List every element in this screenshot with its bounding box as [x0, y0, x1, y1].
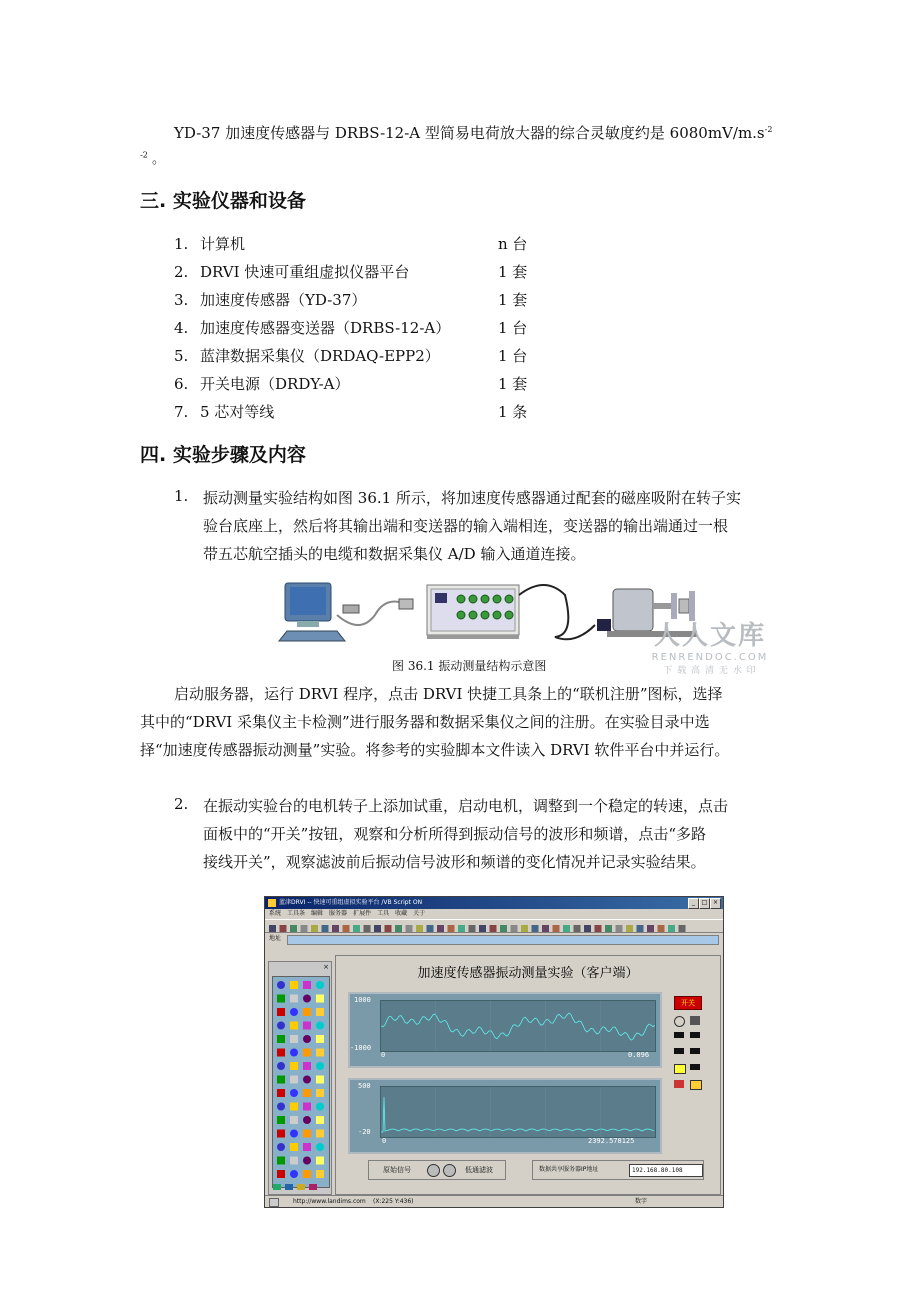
palette-shape-icon: [316, 1062, 324, 1070]
scope1-ymax: 1000: [354, 996, 371, 1004]
toolbar-icon: [521, 925, 528, 932]
toolbar-icon: [448, 925, 455, 932]
led-icon[interactable]: [690, 1064, 700, 1070]
palette-shape-icon: [290, 1049, 298, 1057]
scope1-xmax: 0.096: [628, 1051, 650, 1059]
display-icon[interactable]: [690, 1080, 702, 1090]
palette-shape-icon: [316, 1089, 324, 1097]
palette-shape-icon: [290, 1143, 298, 1151]
toolbar: [265, 919, 723, 933]
switch-button[interactable]: 开关: [674, 996, 702, 1010]
status-mode: 数字: [635, 1198, 648, 1205]
figure-caption: 图 36.1 振动测量结构示意图: [392, 659, 547, 673]
palette-shape-icon: [303, 1062, 311, 1070]
palette-shape-icon: [277, 1143, 285, 1151]
led-icon[interactable]: [674, 1048, 684, 1054]
maximize-icon[interactable]: □: [699, 898, 710, 909]
palette-shape-icon: [303, 1022, 311, 1030]
palette-shape-icon: [290, 1157, 298, 1165]
toolbar-icon: [647, 925, 654, 932]
palette-shape-icon: [303, 1130, 311, 1138]
palette-shape-icon: [316, 995, 324, 1003]
window-title: 蓝津DRVI -- 快速可重组虚拟实验平台 /VB Script ON: [279, 899, 423, 906]
palette-shape-icon: [303, 1049, 311, 1057]
toolbar-icon: [500, 925, 507, 932]
led-icon[interactable]: [690, 1048, 700, 1054]
scope2-ymax: 500: [358, 1082, 371, 1090]
equipment-quantity: 1 台: [498, 319, 528, 337]
server-ip-input[interactable]: 192.168.80.108: [629, 1164, 703, 1177]
equipment-name: DRVI 快速可重组虚拟仪器平台: [200, 263, 410, 281]
toolbar-icon: [616, 925, 623, 932]
toolbar-icon: [584, 925, 591, 932]
page-icon: [269, 1198, 279, 1207]
palette-shape-icon: [290, 1103, 298, 1111]
waveform-line: [381, 1013, 655, 1040]
toolbar-icon: [437, 925, 444, 932]
step2-text: [203, 792, 783, 876]
palette-shape-icon: [290, 1076, 298, 1084]
toolbar-icon: [353, 925, 360, 932]
toolbar-icon: [332, 925, 339, 932]
minimize-icon[interactable]: _: [688, 898, 699, 909]
palette-shape-icon: [303, 1103, 311, 1111]
toolbar-icon: [532, 925, 539, 932]
raw-signal-knob[interactable]: [427, 1164, 440, 1177]
step1-line: 振动测量实验结构如图 36.1 所示，将加速度传感器通过配套的磁座吸附在转子实: [203, 489, 741, 507]
address-input[interactable]: [287, 935, 719, 945]
palette-shape-icon: [303, 1116, 311, 1124]
shape-palette: [268, 961, 332, 1195]
palette-shape-icon: [303, 1035, 311, 1043]
toolbar-icon: [605, 925, 612, 932]
spectrum-trace: [381, 1087, 655, 1137]
watermark-en: RENRENDOC.COM: [651, 652, 769, 663]
equipment-name: 开关电源（DRDY-A）: [200, 375, 350, 393]
watermark-cn: 人人文库: [653, 621, 766, 651]
scope2-ymin: -20: [358, 1128, 371, 1136]
palette-shape-icon: [290, 1130, 298, 1138]
palette-shape-icon: [290, 1022, 298, 1030]
intro-exponent: -2: [764, 125, 773, 134]
server-paragraph: [140, 680, 780, 764]
equipment-number: 6.: [174, 375, 189, 393]
chart-icon[interactable]: [674, 1080, 684, 1088]
toolbar-icon: [374, 925, 381, 932]
scope2-xmax: 2392.578125: [588, 1137, 635, 1145]
menu-item[interactable]: 收藏: [395, 910, 408, 917]
palette-shape-icon: [303, 981, 311, 989]
palette-shape-icon: [316, 1076, 324, 1084]
palette-close-icon[interactable]: ×: [323, 963, 329, 971]
drvi-screenshot: [264, 896, 724, 1208]
toolbar-icon: [490, 925, 497, 932]
intro-text: YD-37 加速度传感器与 DRBS-12-A 型简易电荷放大器的综合灵敏度约是 6080mV/m.s: [174, 124, 765, 142]
equipment-name: 加速度传感器变送器（DRBS-12-A）: [200, 319, 451, 337]
toolbar-icon: [311, 925, 318, 932]
equipment-quantity: 1 套: [498, 263, 528, 281]
palette-shape-icon: [290, 981, 298, 989]
menu-item[interactable]: 扩展件: [353, 910, 372, 917]
equipment-name: 5 芯对等线: [200, 403, 275, 421]
address-label: 地址: [269, 935, 282, 942]
intro-continuation: [140, 148, 165, 167]
menu-item[interactable]: 工具条: [287, 910, 306, 917]
waveform-trace: [381, 1001, 655, 1051]
palette-shape-icon: [277, 1103, 285, 1111]
step2-line: 接线开关”，观察滤波前后振动信号波形和频谱的变化情况并记录实验结果。: [203, 853, 706, 871]
toolbar-icon: [322, 925, 329, 932]
status-bar: [265, 1195, 723, 1207]
equipment-number: 5.: [174, 347, 189, 365]
waveform-scope: [348, 992, 662, 1068]
step2-line: 面板中的“开关”按钮，观察和分析所得到振动信号的波形和频谱，点击“多路: [203, 825, 707, 843]
menu-bar: [265, 909, 723, 919]
toolbar-icon: [427, 925, 434, 932]
palette-shape-icon: [277, 1170, 285, 1178]
scope1-ymin: -1000: [350, 1044, 372, 1052]
equipment-number: 4.: [174, 319, 189, 337]
toolbar-icon: [406, 925, 413, 932]
menu-item[interactable]: 服务器: [329, 910, 348, 917]
paragraph-line: 其中的“DRVI 采集仪主卡检测”进行服务器和数据采集仪之间的注册。在实验目录中选: [140, 713, 710, 731]
equipment-item: [174, 342, 554, 370]
palette-shape-icon: [277, 981, 285, 989]
palette-shape-icon: [316, 1022, 324, 1030]
palette-shape-icon: [303, 1170, 311, 1178]
lowpass-label: 低通滤波: [465, 1166, 493, 1174]
window-titlebar: [265, 897, 723, 909]
palette-shape-icon: [316, 981, 324, 989]
toolbar-icon: [416, 925, 423, 932]
toolbar-icon: [658, 925, 665, 932]
step1-line: 带五芯航空插头的电缆和数据采集仪 A/D 输入通道连接。: [203, 545, 586, 563]
paragraph-line: 择“加速度传感器振动测量”实验。将参考的实验脚本文件读入 DRVI 软件平台中并运行。: [140, 741, 730, 759]
watermark-sub: 下 载 高 清 无 水 印: [663, 666, 757, 676]
palette-shape-icon: [290, 1035, 298, 1043]
palette-shape-icon: [316, 1116, 324, 1124]
palette-shape-icon: [303, 995, 311, 1003]
filter-knob[interactable]: [443, 1164, 456, 1177]
palette-shape-icon: [290, 1116, 298, 1124]
equipment-item: [174, 370, 554, 398]
toolbar-icon: [479, 925, 486, 932]
raw-signal-label: 原始信号: [383, 1166, 411, 1174]
palette-shape-icon: [277, 1116, 285, 1124]
palette-shape-icon: [303, 1008, 311, 1016]
spectrum-plot: [380, 1086, 656, 1138]
palette-shape-icon: [303, 1143, 311, 1151]
toolbar-icon: [395, 925, 402, 932]
watermark: [648, 620, 772, 678]
palette-shape-icon: [277, 1022, 285, 1030]
toolbar-icon: [542, 925, 549, 932]
step1-number: 1.: [174, 487, 189, 505]
equipment-number: 2.: [174, 263, 189, 281]
palette-shape-icon: [277, 1130, 285, 1138]
equipment-quantity: 1 条: [498, 403, 528, 421]
toolbar-icon: [469, 925, 476, 932]
computer-icon: [279, 583, 345, 641]
dial-icon[interactable]: [674, 1016, 685, 1027]
toolbar-icon: [269, 925, 276, 932]
palette-grid: [272, 976, 330, 1188]
palette-shape-icon: [316, 1170, 324, 1178]
equipment-item: [174, 286, 554, 314]
equipment-name: 蓝津数据采集仪（DRDAQ-EPP2）: [200, 347, 440, 365]
signal-switch-group: [368, 1160, 506, 1180]
palette-shape-icon: [277, 1035, 285, 1043]
toolbar-icon: [385, 925, 392, 932]
palette-shape-icon: [316, 1035, 324, 1043]
scope2-xmin: 0: [382, 1137, 387, 1145]
spectrum-scope: [348, 1078, 662, 1154]
menu-item[interactable]: 工具: [377, 910, 390, 917]
toolbar-icon: [343, 925, 350, 932]
equipment-number: 7.: [174, 403, 189, 421]
section3-heading: 三. 实验仪器和设备: [140, 190, 306, 212]
equipment-quantity: 1 套: [498, 375, 528, 393]
plug-icon[interactable]: [690, 1016, 700, 1025]
palette-shape-icon: [303, 1089, 311, 1097]
equipment-item: [174, 230, 554, 258]
menu-item[interactable]: 系统: [269, 910, 282, 917]
palette-shape-icon: [290, 1170, 298, 1178]
palette-shape-icon: [277, 1008, 285, 1016]
app-icon: [268, 899, 276, 907]
paragraph-line: 启动服务器，运行 DRVI 程序，点击 DRVI 快捷工具条上的“联机注册”图标，选择: [174, 685, 723, 703]
section4-heading: 四. 实验步骤及内容: [140, 444, 306, 466]
step1-text: [203, 484, 783, 568]
equipment-number: 1.: [174, 235, 189, 253]
intro-sentence: [174, 116, 772, 147]
waveform-plot: [380, 1000, 656, 1052]
equipment-item: [174, 314, 554, 342]
palette-shape-icon: [316, 1157, 324, 1165]
palette-shape-icon: [316, 1008, 324, 1016]
menu-item[interactable]: 编辑: [311, 910, 324, 917]
control-icons: [674, 1016, 708, 1096]
led-icon[interactable]: [690, 1032, 700, 1038]
palette-shape-icon: [316, 1143, 324, 1151]
instrument-panel: [335, 955, 721, 1195]
toolbar-icon: [280, 925, 287, 932]
palette-shape-icon: [277, 1157, 285, 1165]
status-url: http://www.landims.com: [293, 1198, 366, 1205]
equipment-item: [174, 258, 554, 286]
server-ip-label: 数据共享服务器IP地址: [539, 1166, 599, 1173]
palette-shape-icon: [290, 995, 298, 1003]
equipment-item: [174, 398, 554, 426]
toolbar-icon: [563, 925, 570, 932]
equipment-quantity: 1 台: [498, 347, 528, 365]
server-ip-group: [532, 1160, 704, 1180]
panel-title: 加速度传感器振动测量实验（客户端）: [417, 966, 639, 981]
spectrum-line: [381, 1097, 654, 1132]
palette-footer-icons[interactable]: [271, 1184, 329, 1192]
intro-exponent-wrap: -2: [140, 150, 148, 160]
toolbar-icon: [301, 925, 308, 932]
palette-shape-icon: [277, 1062, 285, 1070]
intro-tail: 。: [151, 152, 165, 167]
palette-shape-icon: [290, 1062, 298, 1070]
daq-instrument-icon: [427, 585, 519, 639]
toolbar-icon: [458, 925, 465, 932]
palette-shape-icon: [316, 1103, 324, 1111]
scope1-xmin: 0: [381, 1051, 386, 1059]
toolbar-icon: [511, 925, 518, 932]
toolbar-icon: [574, 925, 581, 932]
palette-shape-icon: [290, 1008, 298, 1016]
palette-shape-icon: [277, 1076, 285, 1084]
status-coords: (X:225 Y:436): [373, 1198, 414, 1205]
address-bar: [265, 933, 723, 945]
equipment-number: 3.: [174, 291, 189, 309]
step1-line: 验台底座上，然后将其输出端和变送器的输入端相连，变送器的输出端通过一根: [203, 517, 729, 535]
toolbar-icon: [668, 925, 675, 932]
menu-item[interactable]: 关于: [413, 910, 426, 917]
equipment-name: 计算机: [200, 235, 246, 253]
toolbar-icon: [364, 925, 371, 932]
palette-shape-icon: [277, 1089, 285, 1097]
meter-icon[interactable]: [674, 1064, 686, 1074]
toolbar-icon: [637, 925, 644, 932]
toolbar-icon: [626, 925, 633, 932]
palette-shape-icon: [316, 1049, 324, 1057]
toolbar-icon: [290, 925, 297, 932]
led-icon[interactable]: [674, 1032, 684, 1038]
equipment-name: 加速度传感器（YD-37）: [200, 291, 367, 309]
palette-shape-icon: [290, 1089, 298, 1097]
palette-shape-icon: [277, 995, 285, 1003]
close-icon[interactable]: ×: [710, 898, 721, 909]
palette-shape-icon: [303, 1076, 311, 1084]
equipment-quantity: n 台: [498, 235, 528, 253]
palette-shape-icon: [303, 1157, 311, 1165]
step2-line: 在振动实验台的电机转子上添加试重，启动电机，调整到一个稳定的转速，点击: [203, 797, 729, 815]
equipment-quantity: 1 套: [498, 291, 528, 309]
toolbar-icon: [679, 925, 686, 932]
toolbar-icon: [595, 925, 602, 932]
step2-number: 2.: [174, 795, 189, 813]
palette-shape-icon: [316, 1130, 324, 1138]
palette-shape-icon: [277, 1049, 285, 1057]
toolbar-icon: [553, 925, 560, 932]
